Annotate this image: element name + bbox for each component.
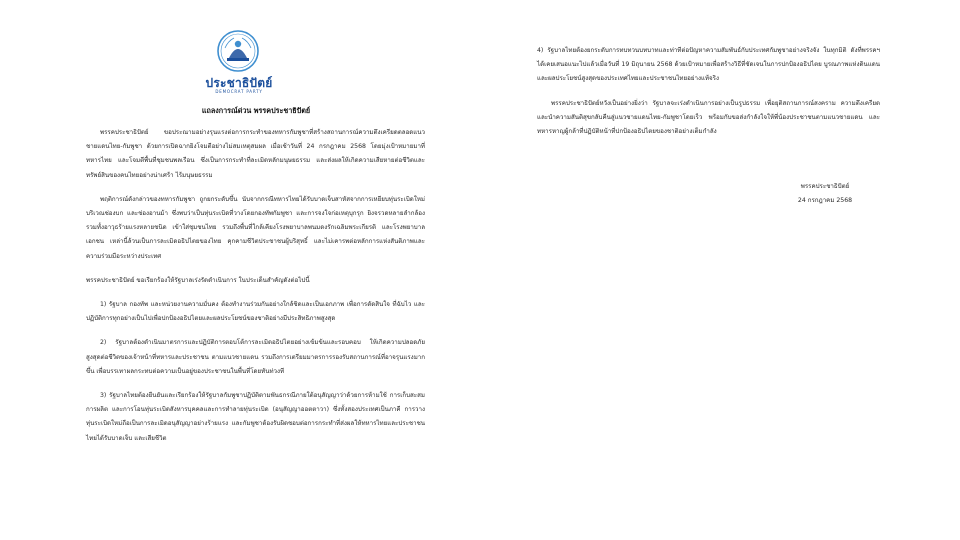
paragraph: 1) รัฐบาล กองทัพ และหน่วยงานความมั่นคง ต้องทำงานร่วมกันอย่างใกล้ชิดและเป็นเอกภาพ เพื่อการตัดสินใจ ที่ฉับไว และปฏิบัติการทุกอย่างเป็นไปเพื่อปกป้องอธิปไตยและผลประโยชน์ของชาติอย่างมีประสิทธิภาพสูงสุด xyxy=(86,301,425,323)
signature-party: พรรคประชาธิปัตย์ xyxy=(800,183,850,190)
left-column xyxy=(86,126,425,456)
paragraph: พฤติการณ์ดังกล่าวของทหารกัมพูชา ถูกยกระดับขึ้น นับจากกรณีทหารไทยได้รับบาดเจ็บสาหัสจากการเหยียบทุ่นระเบิดใหม่บริเวณช่องบก และช่องอานม้า ซึ่งพบว่าเป็นทุ่นระเบิดที่วางโดยกองทัพกัมพูชา และการจงใจก่อเหตุบุกรุก ยิงจรวดหลายลำกล้อง รวมทั้งอาวุธร้ายแรงหลายชนิด เข้าใส่ชุมชนไทย รวมถึงพื้นที่ใกล้เคียงโรงพยาบาลพนมดงรักเฉลิมพระเกียรติ และโรงพยาบาลเอกชน เหล่านี้ล้วนเป็นการละเมิดอธิปไตยของไทย คุกคามชีวิตประชาชนผู้บริสุทธิ์ และไม่เคารพต่อหลักการแห่งสันติภาพและความร่วมมือระหว่างประเทศ xyxy=(86,195,425,260)
paragraph: 3) รัฐบาลไทยต้องยืนยันและเรียกร้องให้รัฐบาลกัมพูชาปฏิบัติตามพันธกรณีภายใต้อนุสัญญาว่าด้วยการห้ามใช้ การเก็บสะสม การผลิต และการโอนทุ่นระเบิดสังหารบุคคลและการทำลายทุ่นระเบิด (อนุสัญญาออตตาวา) ซึ่งทั้งสองประเทศเป็นภาคี การวางทุ่นระเบิดใหม่ถือเป็นการละเมิดอนุสัญญาอย่างร้ายแรง และกัมพูชาต้องรับผิดชอบต่อการกระทำที่ส่งผลให้ทหารไทยและประชาชนไทยได้รับบาดเจ็บ และเสียชีวิต xyxy=(86,392,425,442)
signature-date: 24 กรกฎาคม 2568 xyxy=(797,197,853,205)
paragraph: พรรคประชาธิปัตย์ ขอเรียกร้องให้รัฐบาลเร่งรัดดำเนินการ ในประเด็นสำคัญดังต่อไปนี้ xyxy=(86,276,310,284)
paragraph: 2) รัฐบาลต้องดำเนินมาตรการและปฏิบัติการตอบโต้การละเมิดอธิปไตยอย่างเข้มข้นและรอบคอบ ให้เกิดความปลอดภัยสูงสุดต่อชีวิตของเจ้าหน้าที่ทหารและประชาชน ตามแนวชายแดน รวมถึงการเตรียมมาตรการรองรับสถานการณ์ที่อาจรุนแรงมากขึ้น เพื่อบรรเทาผลกระทบต่อความเป็นอยู่ของประชาชนในพื้นที่โดยทันท่วงที xyxy=(86,339,425,375)
signature-block xyxy=(760,180,890,208)
party-logo-name: ประชาธิปัตย์ xyxy=(205,76,273,90)
paragraph: พรรคประชาธิปัตย์ ขอประณามอย่างรุนแรงต่อการกระทำของทหารกัมพูชาที่สร้างสถานการณ์ความตึงเครียดตลอดแนวชายแดนไทย-กัมพูชา ด้วยการเปิดฉากยิงโจมตีอย่างไม่สมเหตุสมผล เมื่อเช้าวันที่ 24 กรกฎาคม 2568 โดยมุ่งเป้าหมายมาที่ทหารไทย และโจมตีพื้นที่ชุมชนพลเรือน ซึ่งเป็นการกระทำที่ละเมิดหลักมนุษยธรรม และส่งผลให้เกิดความเสียหายต่อชีวิตและทรัพย์สินของคนไทยอย่างน่าเศร้า ไร้มนุษยธรรม xyxy=(86,129,425,179)
statement-heading: แถลงการณ์ด่วน พรรคประชาธิปัตย์ xyxy=(201,106,311,115)
party-logo-subtitle: DEMOCRAT PARTY xyxy=(215,89,263,94)
party-logo xyxy=(196,30,282,96)
right-column xyxy=(537,44,880,149)
party-emblem-icon xyxy=(217,30,259,72)
paragraph: พรรคประชาธิปัตย์หวังเป็นอย่างยิ่งว่า รัฐบาลจะเร่งดำเนินการอย่างเป็นรูปธรรม เพื่อยุติสถานการณ์สงคราม ความตึงเครียด และนำความสันติสุขกลับคืนสู่แนวชายแดนไทย-กัมพูชาโดยเร็ว พร้อมกับขอส่งกำลังใจให้พี่น้องประชาชนตามแนวชายแดน และทหารหาญผู้กล้าที่ปฏิบัติหน้าที่ปกป้องอธิปไตยของชาติอย่างเต็มกำลัง xyxy=(537,99,880,136)
paragraph: 4) รัฐบาลไทยต้องยกระดับการทบทวนบทบาทและท่าทีต่อปัญหาความสัมพันธ์กับประเทศกัมพูชาอย่างจริงจัง ในทุกมิติ ดังที่พรรคฯ ได้เคยเสนอแนะไปแล้วเมื่อวันที่ 19 มิถุนายน 2568 ด้วยเป้าหมายเพื่อสร้างวิธีที่ชัดเจนในการปกป้องอธิปไตย บูรณภาพแห่งดินแดน และผลประโยชน์สูงสุดของประเทศไทยและประชาชนไทยอย่างแท้จริง xyxy=(537,47,880,83)
